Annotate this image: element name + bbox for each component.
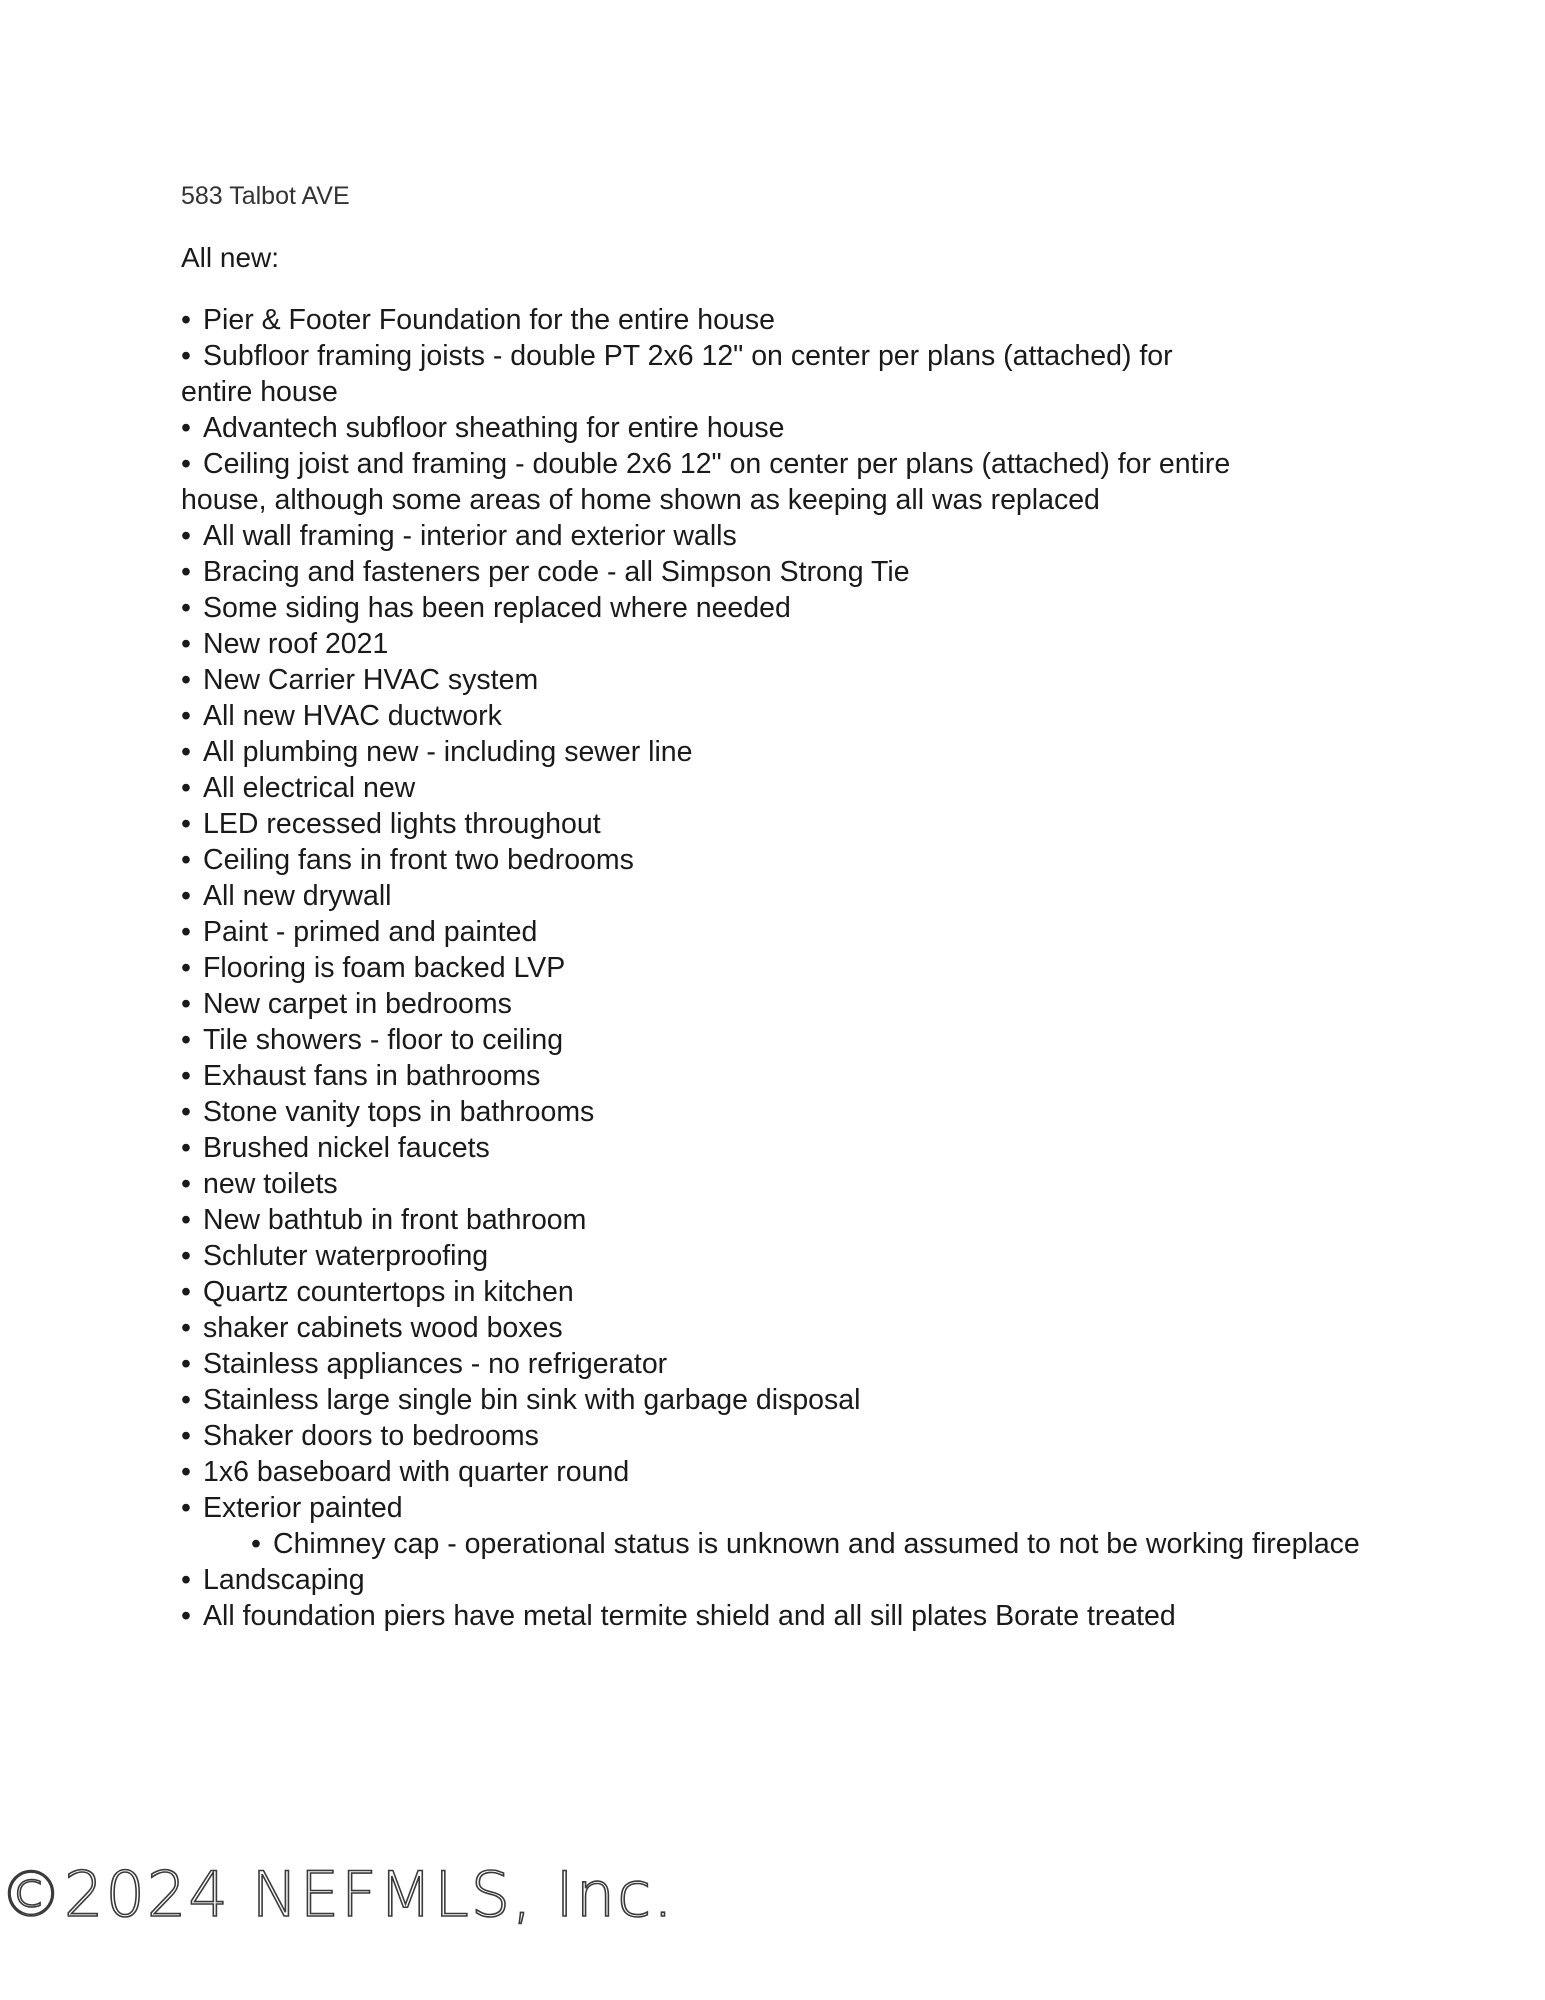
list-item-text: All electrical new (203, 772, 416, 804)
list-item-text: New carpet in bedrooms (203, 988, 512, 1020)
list-item (181, 446, 1241, 518)
bullet-icon: • (181, 1096, 191, 1128)
list-item-text: 1x6 baseboard with quarter round (203, 1456, 630, 1488)
list-item-text: Landscaping (203, 1564, 365, 1596)
list-item-text: Shaker doors to bedrooms (203, 1420, 539, 1452)
list-item-indented (181, 1526, 1381, 1562)
list-item-text: Schluter waterproofing (203, 1240, 489, 1272)
list-item-text: Stainless large single bin sink with garbage disposal (203, 1384, 861, 1416)
list-item (181, 878, 1381, 914)
list-item-text: Ceiling fans in front two bedrooms (203, 844, 634, 876)
intro-heading: All new: (181, 242, 280, 273)
list-item (181, 734, 1381, 770)
list-item (181, 914, 1381, 950)
list-item-text: Advantech subfloor sheathing for entire house (203, 412, 785, 444)
list-item (181, 1166, 1381, 1202)
list-item (181, 698, 1381, 734)
list-item (181, 590, 1381, 626)
bullet-icon: • (181, 1420, 191, 1452)
list-item (181, 1274, 1381, 1310)
list-item-text: Pier & Footer Foundation for the entire house (203, 304, 775, 336)
list-item (181, 302, 1381, 338)
bullet-icon: • (181, 844, 191, 876)
document-page (181, 176, 1381, 1634)
bullet-icon: • (181, 1348, 191, 1380)
list-item-text: All wall framing - interior and exterior walls (203, 520, 737, 552)
list-item-text: New bathtub in front bathroom (203, 1204, 587, 1236)
bullet-icon: • (181, 916, 191, 948)
list-item-text: Flooring is foam backed LVP (203, 952, 566, 984)
copyright-watermark: ©2024 NEFMLS, Inc. (0, 1858, 675, 1931)
bullet-icon: • (181, 1564, 191, 1596)
list-item (181, 1490, 1381, 1526)
list-item (181, 338, 1241, 410)
bullet-icon: • (181, 1168, 191, 1200)
bullet-icon: • (181, 592, 191, 624)
bullet-icon: • (181, 1060, 191, 1092)
list-item-text: Exhaust fans in bathrooms (203, 1060, 541, 1092)
bullet-icon: • (181, 1600, 191, 1632)
feature-list (181, 302, 1381, 1634)
list-item-text: Subfloor framing joists - double PT 2x6 12" on center per plans (attached) for entire house (181, 340, 1173, 408)
list-item (181, 518, 1381, 554)
bullet-icon: • (181, 1492, 191, 1524)
list-item (181, 770, 1381, 806)
list-item (181, 1022, 1381, 1058)
bullet-icon: • (181, 448, 191, 480)
list-item-text: Stone vanity tops in bathrooms (203, 1096, 595, 1128)
list-item (181, 410, 1381, 446)
bullet-icon: • (181, 1312, 191, 1344)
list-item (181, 662, 1381, 698)
list-item (181, 1238, 1381, 1274)
list-item (181, 1058, 1381, 1094)
list-item (181, 1094, 1381, 1130)
bullet-icon: • (181, 880, 191, 912)
list-item (181, 950, 1381, 986)
list-item-text: Brushed nickel faucets (203, 1132, 490, 1164)
list-item-text: New roof 2021 (203, 628, 389, 660)
bullet-icon: • (181, 628, 191, 660)
list-item-text: Ceiling joist and framing - double 2x6 12" on center per plans (attached) for entire house, although some areas of home shown as keeping all was replaced (181, 448, 1231, 516)
bullet-icon: • (181, 664, 191, 696)
list-item-text: new toilets (203, 1168, 338, 1200)
list-item (181, 986, 1381, 1022)
list-item (181, 1202, 1381, 1238)
list-item-text: All new HVAC ductwork (203, 700, 502, 732)
bullet-icon: • (181, 1024, 191, 1056)
bullet-icon: • (181, 1132, 191, 1164)
bullet-icon: • (181, 952, 191, 984)
list-item-text: All new drywall (203, 880, 392, 912)
bullet-icon: • (181, 1384, 191, 1416)
bullet-icon: • (181, 1240, 191, 1272)
bullet-icon: • (181, 340, 191, 372)
list-item-text: All plumbing new - including sewer line (203, 736, 693, 768)
list-item-text: shaker cabinets wood boxes (203, 1312, 563, 1344)
bullet-icon: • (181, 808, 191, 840)
bullet-icon: • (181, 1456, 191, 1488)
bullet-icon: • (251, 1528, 261, 1560)
list-item-text: LED recessed lights throughout (203, 808, 601, 840)
bullet-icon: • (181, 772, 191, 804)
list-item-text: Tile showers - floor to ceiling (203, 1024, 564, 1056)
bullet-icon: • (181, 556, 191, 588)
bullet-icon: • (181, 1204, 191, 1236)
list-item (181, 1562, 1381, 1598)
list-item (181, 1382, 1381, 1418)
list-item (181, 1310, 1381, 1346)
bullet-icon: • (181, 700, 191, 732)
list-item (181, 1454, 1381, 1490)
list-item-text: Stainless appliances - no refrigerator (203, 1348, 668, 1380)
list-item-text: All foundation piers have metal termite shield and all sill plates Borate treated (203, 1600, 1176, 1632)
bullet-icon: • (181, 412, 191, 444)
list-item (181, 1346, 1381, 1382)
list-item (181, 1130, 1381, 1166)
bullet-icon: • (181, 736, 191, 768)
list-item-text: Paint - primed and painted (203, 916, 538, 948)
bullet-icon: • (181, 304, 191, 336)
list-item (181, 806, 1381, 842)
list-item-text: Some siding has been replaced where needed (203, 592, 791, 624)
list-item-text: Quartz countertops in kitchen (203, 1276, 574, 1308)
list-item-text: Chimney cap - operational status is unknown and assumed to not be working fireplace (273, 1528, 1360, 1560)
property-address: 583 Talbot AVE (181, 182, 350, 210)
bullet-icon: • (181, 520, 191, 552)
list-item (181, 1598, 1381, 1634)
list-item (181, 1418, 1381, 1454)
bullet-icon: • (181, 1276, 191, 1308)
list-item (181, 842, 1381, 878)
list-item-text: New Carrier HVAC system (203, 664, 539, 696)
list-item (181, 626, 1381, 662)
bullet-icon: • (181, 988, 191, 1020)
list-item-text: Bracing and fasteners per code - all Simpson Strong Tie (203, 556, 910, 588)
list-item-text: Exterior painted (203, 1492, 403, 1524)
list-item (181, 554, 1381, 590)
